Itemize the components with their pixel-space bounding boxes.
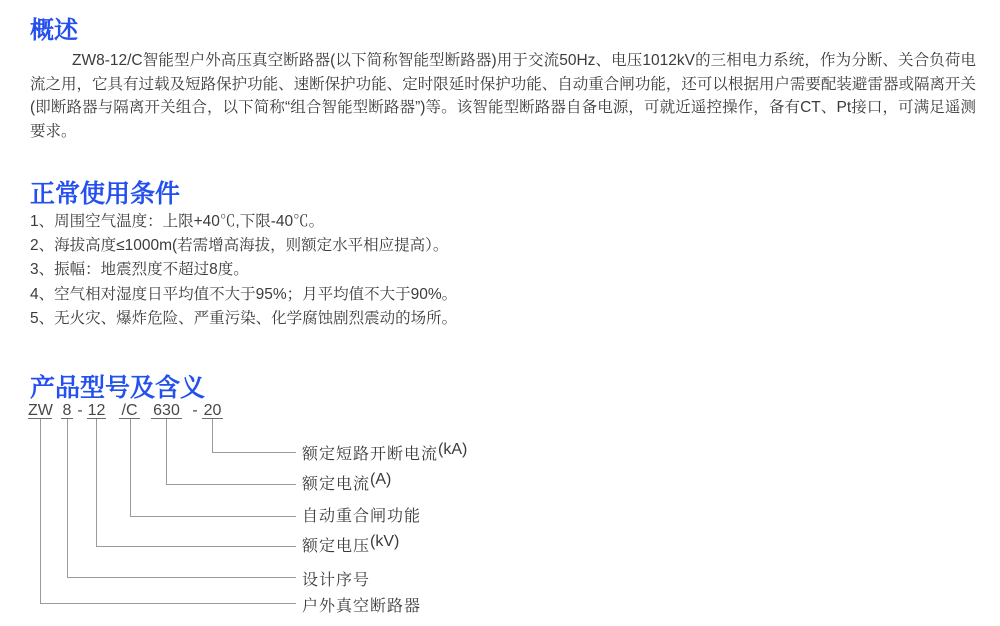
connector-line xyxy=(96,419,97,546)
connector-line xyxy=(96,546,296,547)
label-unit: (A) xyxy=(370,471,392,488)
connector-line xyxy=(130,516,296,517)
overview-paragraph: ZW8-12/C智能型户外高压真空断路器(以下简称智能型断路器)用于交流50Hz、电压1012kV的三相电力系统，作为分断、关合负荷电流之用，它具有过载及短路保护功能、速断保护功能、定时限延时保护功能、自动重合闸功能，还可以根据用户需要配装避雷器或隔离开关(即断路器与隔离开关组合，以下简称“组合智能型断路器”)等。该智能型断路器自备电源，可就近遥控操作，备有CT、Pt接口，可满足遥测要求。 xyxy=(30,52,976,140)
condition-item-2: 2、海拔高度≤1000m(若需增高海拔，则额定水平相应提高）。 xyxy=(30,237,449,254)
model-code-dash: - xyxy=(77,402,83,419)
condition-item-1: 1、周围空气温度：上限+40℃,下限-40℃。 xyxy=(30,213,325,230)
model-code-zw: ZW xyxy=(28,402,53,419)
label-text: 额定短路开断电流 xyxy=(302,446,439,463)
label-outdoor-vacuum-circuit-breaker xyxy=(302,597,421,617)
label-auto-reclosing-function xyxy=(302,507,421,527)
condition-item-4: 4、空气相对湿度日平均值不大于95%；月平均值不大于90%。 xyxy=(30,286,458,303)
model-code-breaking-current: 20 xyxy=(203,402,222,419)
label-rated-voltage xyxy=(302,533,400,557)
label-rated-current xyxy=(302,471,392,495)
connector-line xyxy=(67,577,296,578)
connector-line xyxy=(130,419,131,516)
conditions-heading: 正常使用条件 xyxy=(30,180,181,208)
connector-line xyxy=(40,419,41,603)
connector-line xyxy=(67,419,68,577)
connector-line xyxy=(166,419,167,484)
label-design-serial-number xyxy=(302,571,370,591)
model-code-reclosing: /C xyxy=(119,402,140,419)
model-code-current: 630 xyxy=(151,402,182,419)
connector-line xyxy=(212,419,213,452)
label-unit: (kV) xyxy=(370,533,400,550)
label-rated-short-circuit-breaking-current xyxy=(302,441,468,465)
model-heading: 产品型号及含义 xyxy=(30,374,206,402)
label-text: 额定电流 xyxy=(302,476,371,493)
label-text: 户外真空断路器 xyxy=(302,598,422,615)
connector-line xyxy=(212,452,296,453)
label-unit: (kA) xyxy=(438,441,468,458)
label-text: 额定电压 xyxy=(302,538,371,555)
condition-item-3: 3、振幅：地震烈度不超过8度。 xyxy=(30,261,249,278)
overview-heading: 概述 xyxy=(30,17,78,44)
connector-line xyxy=(166,484,296,485)
label-text: 设计序号 xyxy=(302,572,371,589)
label-text: 自动重合闸功能 xyxy=(302,508,422,525)
model-code-voltage: 12 xyxy=(87,402,106,419)
connector-line xyxy=(40,603,296,604)
condition-item-5: 5、无火灾、爆炸危险、严重污染、化学腐蚀剧烈震动的场所。 xyxy=(30,310,458,327)
model-code-design-number: 8 xyxy=(62,402,72,419)
model-code-dash: - xyxy=(192,402,198,419)
